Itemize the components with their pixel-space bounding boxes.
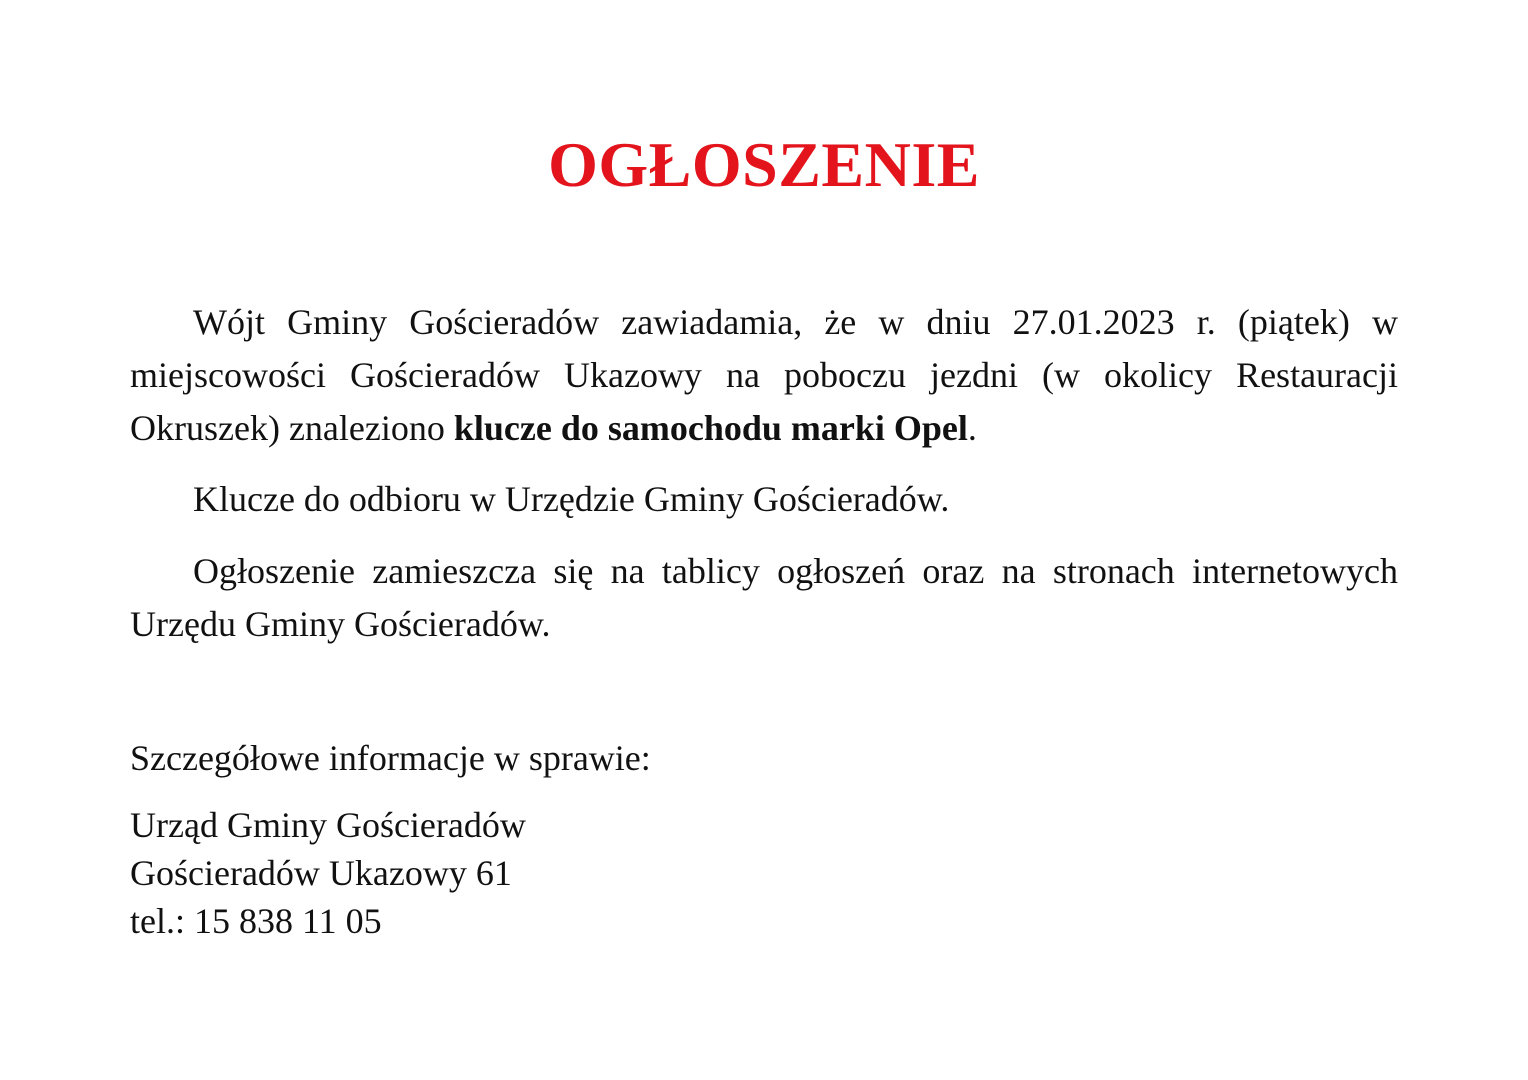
contact-heading: Szczegółowe informacje w sprawie: xyxy=(130,738,651,778)
paragraph-1-end: . xyxy=(967,408,977,448)
paragraph-1-text: Wójt Gminy Gościeradów zawiadamia, że w dniu 27.01.2023 r. (piątek) w miejscowości Gościeradów Ukazowy na poboczu jezdni (w okolicy Restauracji Okruszek) znaleziono xyxy=(130,302,1398,448)
contact-phone: tel.: 15 838 11 05 xyxy=(130,901,382,941)
announcement-paragraph-1 xyxy=(130,296,1398,455)
contact-block xyxy=(130,801,526,945)
contact-address: Gościeradów Ukazowy 61 xyxy=(130,853,512,893)
paragraph-1-bold-text: klucze do samochodu marki Opel xyxy=(453,408,968,448)
contact-office: Urząd Gminy Gościeradów xyxy=(130,805,526,845)
announcement-paragraph-3: Ogłoszenie zamieszcza się na tablicy ogłoszeń oraz na stronach internetowych Urzędu Gminy Gościeradów. xyxy=(130,551,1398,644)
announcement-title: OGŁOSZENIE xyxy=(548,129,980,200)
announcement-paragraph-2: Klucze do odbioru w Urzędzie Gminy Gościeradów. xyxy=(193,479,950,519)
